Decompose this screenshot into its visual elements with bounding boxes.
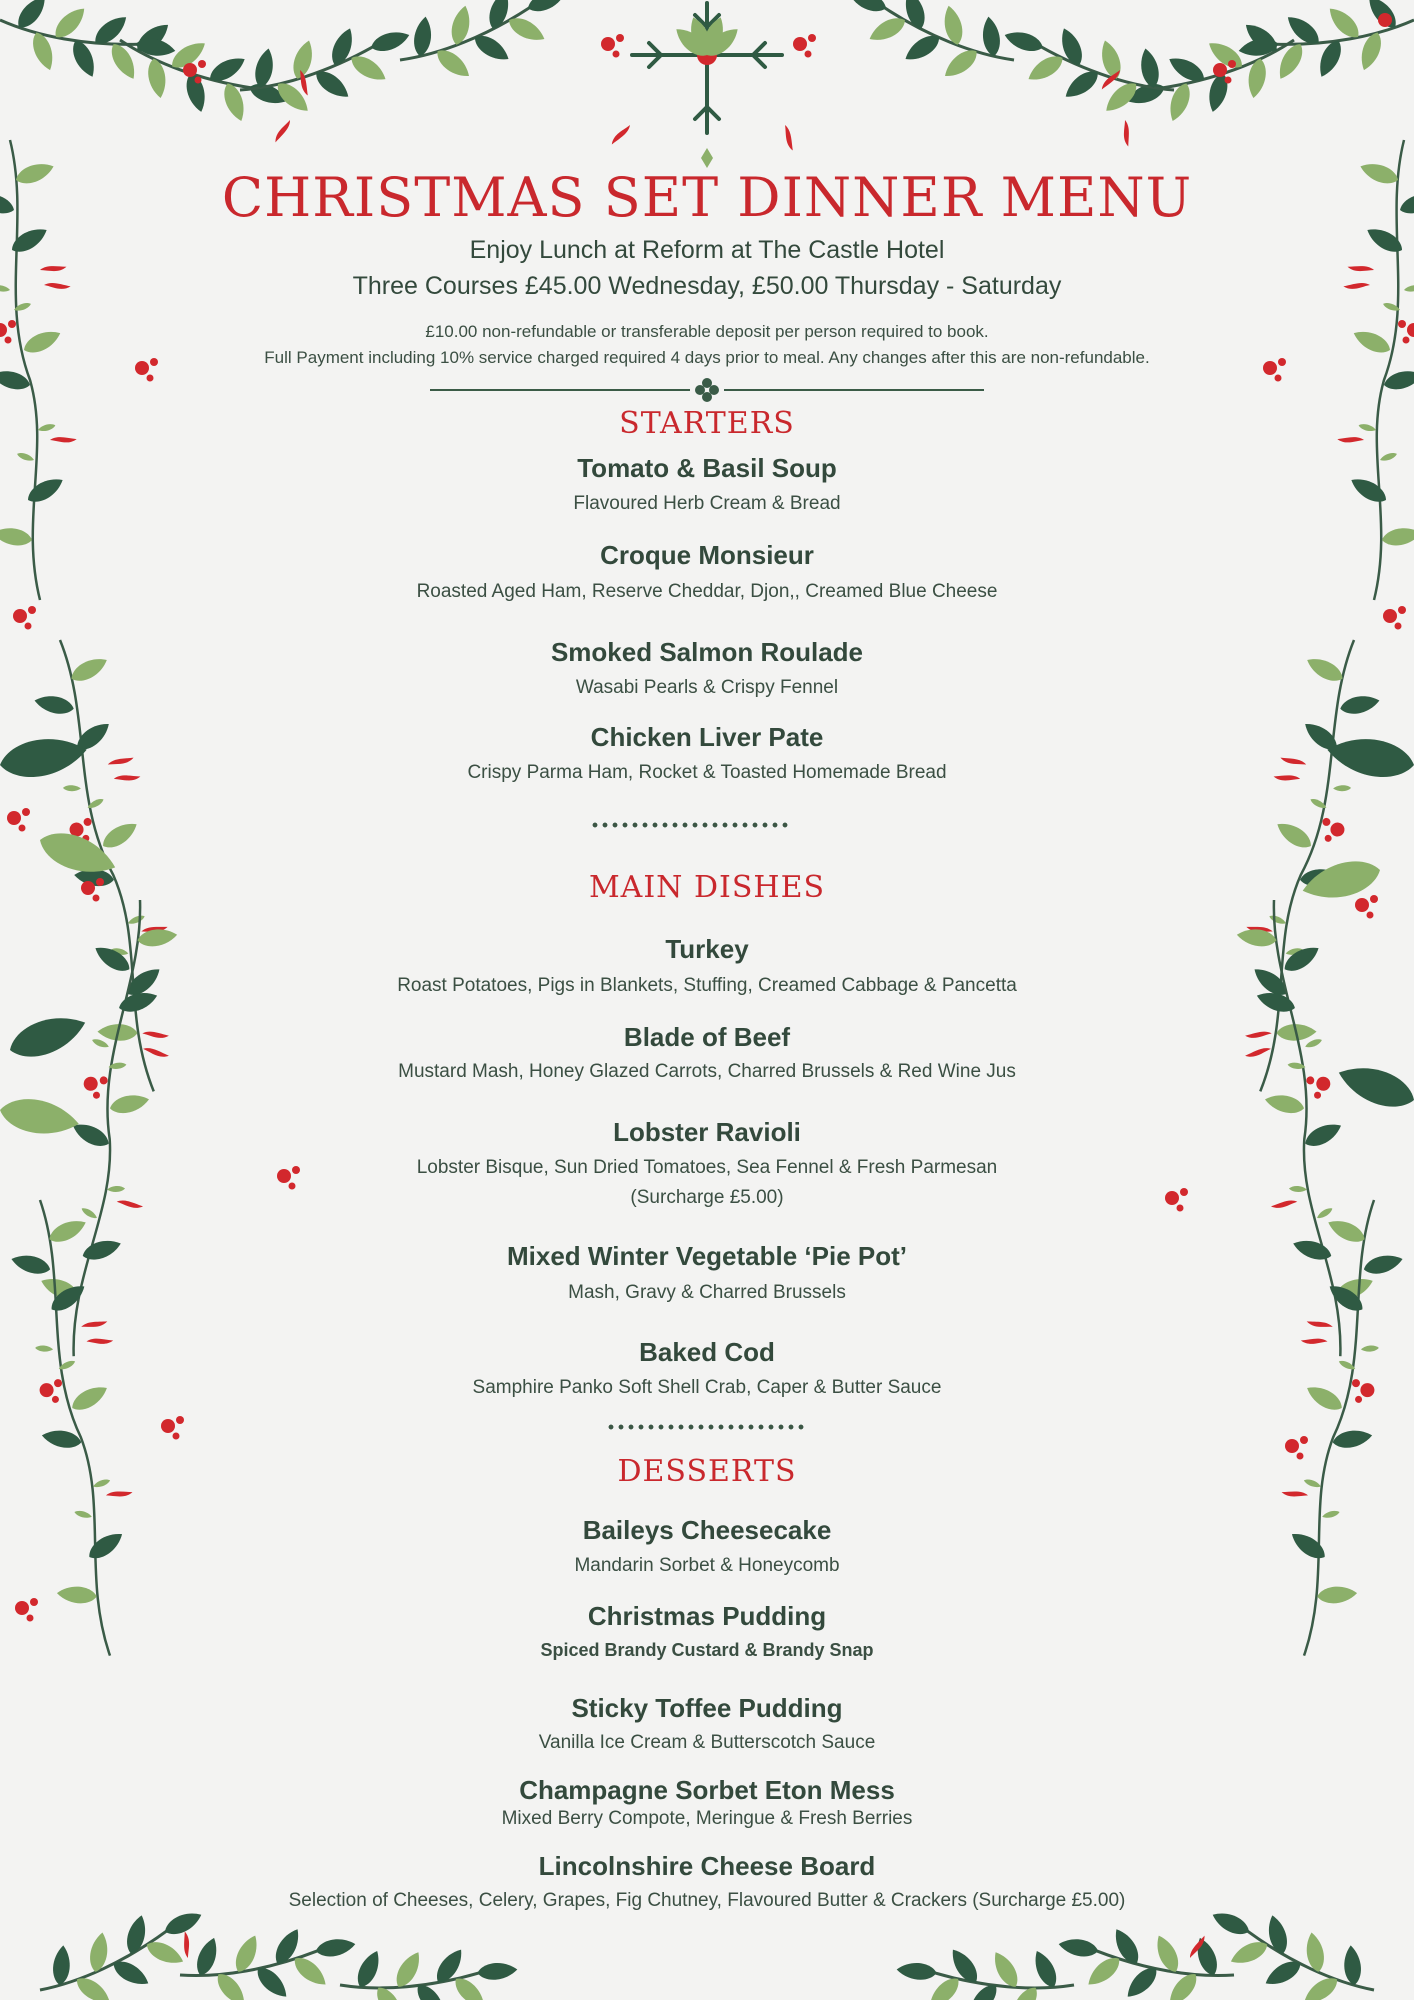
dish-name: Lobster Ravioli [613,1117,801,1147]
dish-name: Turkey [665,934,749,964]
payment-note: Full Payment including 10% service charged required 4 days prior to meal. Any changes after this are non-refundable. [264,348,1150,367]
dish-name: Lincolnshire Cheese Board [538,1851,876,1881]
dish-description: Spiced Brandy Custard & Brandy Snap [540,1640,874,1660]
dish-name: Chicken Liver Pate [590,722,824,752]
section-title-desserts: DESSERTS [617,1454,797,1489]
dish-name: Champagne Sorbet Eton Mess [519,1775,895,1805]
dish-name: Blade of Beef [623,1022,791,1052]
dish-description: Vanilla Ice Cream & Butterscotch Sauce [538,1732,876,1753]
section-title-mains: MAIN DISHES [588,870,826,905]
dotted-divider [606,1423,806,1431]
dish-name: Mixed Winter Vegetable ‘Pie Pot’ [507,1241,907,1271]
dish-description: Mash, Gravy & Charred Brussels [568,1282,846,1303]
dish-name: Christmas Pudding [587,1601,827,1631]
dish-description: Mixed Berry Compote, Meringue & Fresh Berries [501,1808,913,1829]
deposit-note: £10.00 non-refundable or transferable deposit per person required to book. [425,322,989,341]
dish-description: Wasabi Pearls & Crispy Fennel [575,677,839,698]
dish-description: Roast Potatoes, Pigs in Blankets, Stuffing, Creamed Cabbage & Pancetta [397,975,1017,996]
dish-description: Samphire Panko Soft Shell Crab, Caper & Butter Sauce [472,1377,942,1398]
dish-description: Crispy Parma Ham, Rocket & Toasted Homemade Bread [467,762,947,783]
dish-name: Smoked Salmon Roulade [550,637,864,667]
dish-name: Baileys Cheesecake [582,1515,832,1545]
dotted-divider [590,821,790,829]
dish-name: Sticky Toffee Pudding [571,1693,843,1723]
dish-description: Roasted Aged Ham, Reserve Cheddar, Djon,, Creamed Blue Cheese [416,581,998,602]
dish-name: Tomato & Basil Soup [577,453,837,483]
menu-title: CHRISTMAS SET DINNER MENU [221,166,1193,229]
venue-subtitle: Enjoy Lunch at Reform at The Castle Hotel [469,236,945,264]
dish-description: Mandarin Sorbet & Honeycomb [574,1555,840,1576]
dish-description: Selection of Cheeses, Celery, Grapes, Fig Chutney, Flavoured Butter & Crackers (Surcharge £5.00) [288,1890,1126,1911]
dish-description: Flavoured Herb Cream & Bread [573,493,841,514]
dish-description: Mustard Mash, Honey Glazed Carrots, Charred Brussels & Red Wine Jus [398,1061,1016,1082]
section-title-starters: STARTERS [619,406,795,441]
dish-description: Lobster Bisque, Sun Dried Tomatoes, Sea Fennel & Fresh Parmesan [416,1157,998,1178]
surcharge-note: (Surcharge £5.00) [630,1187,784,1208]
dish-name: Croque Monsieur [600,540,814,570]
dish-name: Baked Cod [639,1337,775,1367]
price-line: Three Courses £45.00 Wednesday, £50.00 Thursday - Saturday [352,272,1062,300]
